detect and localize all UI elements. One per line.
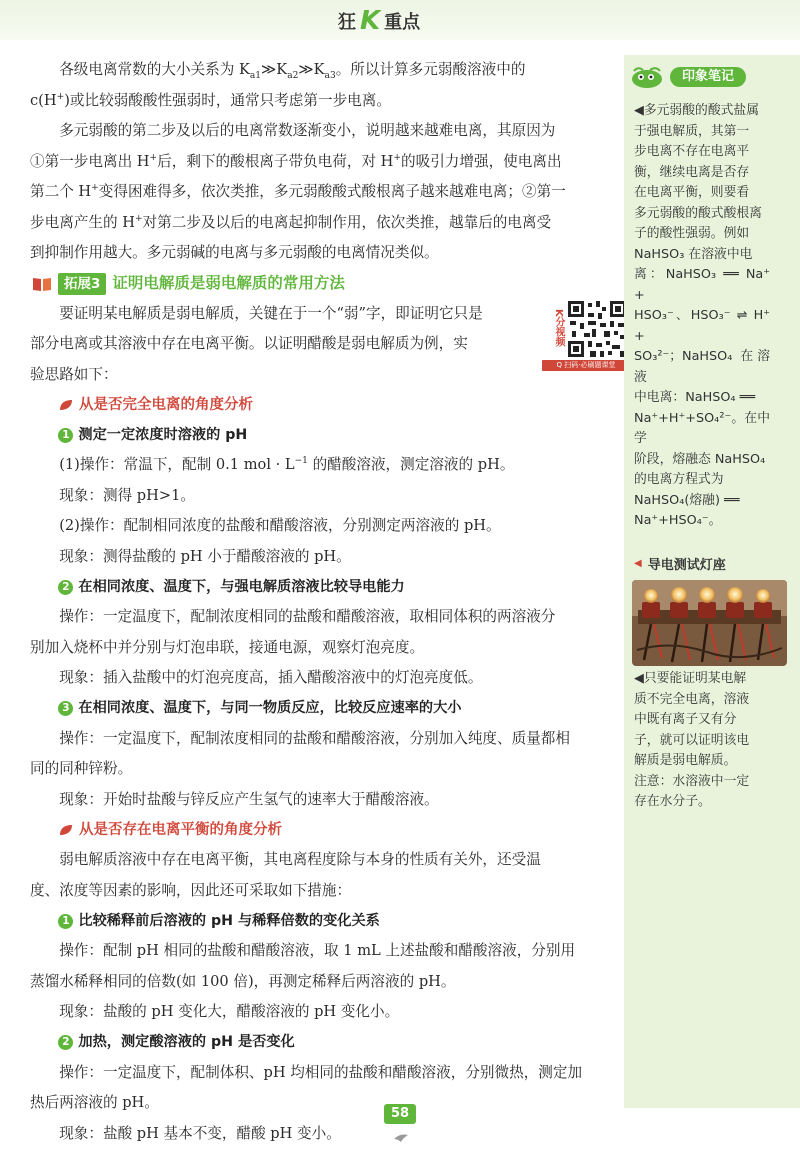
measure-2-operation-line-2: 热后两溶液的 pH。 [30, 1094, 159, 1111]
method-3-operation-line-2: 同的同种锌粉。 [30, 760, 133, 777]
note-2-line: 解质是弱电解质。 [634, 753, 737, 768]
measure-2-operation-line-1: 操作：一定温度下，配制体积、pH 均相同的盐酸和醋酸溶液，分别微热，测定加 [59, 1063, 583, 1081]
paragraph-4-line-2: 度、浓度等因素的影响，因此还可采取如下措施： [30, 881, 352, 899]
measure-2-heading: 2 加热，测定酸溶液的 pH 是否变化 [30, 1028, 630, 1058]
note-2-line: 中既有离子又有分 [634, 712, 737, 727]
extension-title: 证明电解质是弱电解质的常用方法 [112, 274, 345, 293]
brand-k-logo: K [360, 6, 381, 36]
note-1-line: 步电离不存在电离平 [634, 144, 750, 159]
paragraph-3-line-3: 验思路如下： [30, 365, 118, 383]
note-1-line: 衡，继续电离是否存 [634, 164, 750, 180]
method-3-phenomenon: 现象：开始时盐酸与锌反应产生氢气的速率大于醋酸溶液。 [59, 790, 439, 808]
paragraph-1-cont: c(H+)或比较弱酸酸性强弱时，通常只考虑第一步电离。 [30, 91, 391, 109]
method-2-heading: 2 在相同浓度、温度下，与强电解质溶液比较导电能力 [30, 572, 630, 602]
method-1-heading: 1 测定一定浓度时溶液的 pH [30, 420, 630, 450]
notes-title: 印象笔记 [670, 67, 746, 87]
note-1-line: 子的酸性强弱。例如 [634, 226, 750, 241]
method-3-heading: 3 在相同浓度、温度下，与同一物质反应，比较反应速率的大小 [30, 694, 630, 724]
note-1-line: 中电离：NaHSO₄ ══ [634, 390, 756, 405]
note-1 [634, 101, 770, 532]
paragraph-2-line-2: ①第一步电离出 H+后，剩下的酸根离子带负电荷，对 H+的吸引力增强，使电离出 [30, 152, 562, 170]
note-1-line: Na⁺+HSO₄⁻。 [634, 513, 722, 528]
main-text-column [30, 55, 630, 1149]
measure-1-phenomenon: 现象：盐酸的 pH 变化大，醋酸溶液的 pH 变化小。 [59, 1003, 400, 1020]
note-1-line: 阶段，熔融态 NaHSO₄ [634, 451, 766, 467]
notebook-mascot-icon [630, 65, 664, 89]
paragraph-2-line-3: 第二个 H+变得困难得多，依次类推，多元弱酸酸式酸根离子越来越难电离；②第一 [30, 183, 566, 200]
book-icon [32, 276, 52, 292]
bird-footer-icon [392, 1130, 410, 1144]
note-2-line: 注意：水溶液中一定 [634, 773, 750, 789]
qr-caption: Q 扫码·必刷题课堂 [542, 360, 630, 371]
method-1-operation-1: (1)操作：常温下，配制 0.1 mol · $L^{-1}$ 的醋酸溶液，测定溶液的 pH。 [59, 456, 515, 473]
paragraph-2-line-4: 步电离产生的 H+对第二步及以后的电离起抑制作用，依次类推，越靠后的电离受 [30, 213, 552, 231]
method-3-operation-line-1: 操作：一定温度下，配制浓度相同的盐酸和醋酸溶液，分别加入纯度、质量都相 [59, 729, 570, 747]
sidebar-notes [624, 55, 800, 1108]
note-1-line: 在电离平衡，则要看 [634, 185, 750, 200]
measure-1-operation-line-1: 操作：配制 pH 相同的盐酸和醋酸溶液，取 1 mL 上述盐酸和醋酸溶液，分别用 [59, 942, 576, 959]
method-1-phenomenon-2: 现象：测得盐酸的 pH 小于醋酸溶液的 pH。 [59, 547, 351, 565]
section-heading-ionization-equilibrium: 从是否存在电离平衡的角度分析 [30, 815, 630, 845]
method-2-operation-line-2: 别加入烧杯中并分别与灯泡串联，接通电源，观察灯泡亮度。 [30, 638, 425, 656]
measure-1-heading: 1 比较稀释前后溶液的 pH 与稀释倍数的变化关系 [30, 906, 630, 936]
method-1-phenomenon-1: 现象：测得 pH>1。 [59, 486, 195, 504]
paragraph-3-line-2: 部分电离或其溶液中存在电离平衡。以证明醋酸是弱电解质为例，实 [30, 335, 468, 352]
note-1-line: ◀多元弱酸的酸式盐属 [634, 103, 760, 118]
paragraph-4-line-1: 弱电解质溶液中存在电离平衡，其电离程度除与本身的性质有关外，还受温 [59, 851, 541, 868]
extension-badge: 拓展3 [58, 273, 106, 295]
lamp-socket-photo [632, 580, 787, 666]
number-badge: 1 [58, 914, 73, 929]
note-1-line: 多元弱酸的酸式酸根离 [634, 205, 762, 221]
note-1-line: Na⁺+H⁺+SO₄²⁻。在中学 [634, 410, 770, 446]
note-1-line: SO₃²⁻；NaHSO₄ 在溶液 [634, 349, 770, 385]
method-2-operation-line-1: 操作：一定温度下，配制浓度相同的盐酸和醋酸溶液，取相同体积的两溶液分 [59, 608, 556, 625]
photo-caption: ◀ 导电测试灯座 [634, 557, 726, 573]
paragraph-2-line-1: 多元弱酸的第二步及以后的电离常数逐渐变小，说明越来越难电离，其原因为 [59, 122, 556, 139]
video-qr-block[interactable] [540, 297, 632, 371]
page-number: 58 [384, 1104, 416, 1124]
note-1-line: 离：NaHSO₃ ══ Na⁺ + [634, 267, 770, 303]
header-title-right: 重点 [384, 12, 421, 33]
note-1-line: NaHSO₃ 在溶液中电 [634, 246, 753, 262]
note-2-line: 存在水分子。 [634, 794, 711, 809]
note-1-line: NaHSO₄(熔融) ══ [634, 492, 740, 508]
number-badge: 1 [58, 428, 73, 443]
method-1-operation-2: (2)操作：配制相同浓度的盐酸和醋酸溶液，分别测定两溶液的 pH。 [59, 517, 501, 534]
leaf-icon [59, 824, 73, 836]
method-2-phenomenon: 现象：插入盐酸中的灯泡亮度高，插入醋酸溶液中的灯泡亮度低。 [59, 669, 483, 686]
paragraph-1: 各级电离常数的大小关系为 $K_{a1}≫K_{a2}≫K_{a3}$。所以计算多元弱酸溶液中的 [59, 61, 526, 81]
qr-label: K分视频 [553, 309, 564, 347]
qr-code-icon[interactable] [566, 299, 628, 359]
number-badge: 2 [58, 1035, 73, 1050]
note-2 [634, 669, 770, 813]
number-badge: 2 [58, 580, 73, 595]
note-1-line: HSO₃⁻、HSO₃⁻ ⇌ H⁺ + [634, 308, 770, 344]
header-title-left: 狂 [338, 12, 356, 33]
header-bar [0, 0, 800, 40]
measure-2-phenomenon: 现象：盐酸 pH 基本不变，醋酸 pH 变小。 [59, 1124, 341, 1142]
notes-header [630, 65, 790, 89]
number-badge: 3 [58, 701, 73, 716]
paragraph-2-line-5: 到抑制作用越大。多元弱碱的电离与多元弱酸的电离情况类似。 [30, 244, 439, 261]
note-1-line: 于强电解质，其第一 [634, 123, 750, 139]
note-2-line: 子，就可以证明该电 [634, 732, 750, 748]
section-heading-complete-ionization: 从是否完全电离的角度分析 [30, 390, 630, 420]
note-2-line: ◀只要能证明某电解 [634, 671, 747, 686]
leaf-icon [59, 399, 73, 411]
header-title [338, 6, 420, 36]
triangle-icon: ◀ [634, 557, 642, 569]
extension-heading [32, 269, 630, 299]
note-1-line: 的电离方程式为 [634, 472, 724, 487]
note-2-line: 质不完全电离，溶液 [634, 691, 750, 707]
measure-1-operation-line-2: 蒸馏水稀释相同的倍数(如 100 倍)，再测定稀释后两溶液的 pH。 [30, 972, 456, 990]
paragraph-3-line-1: 要证明某电解质是弱电解质，关键在于一个“弱”字，即证明它只是 [59, 304, 483, 322]
